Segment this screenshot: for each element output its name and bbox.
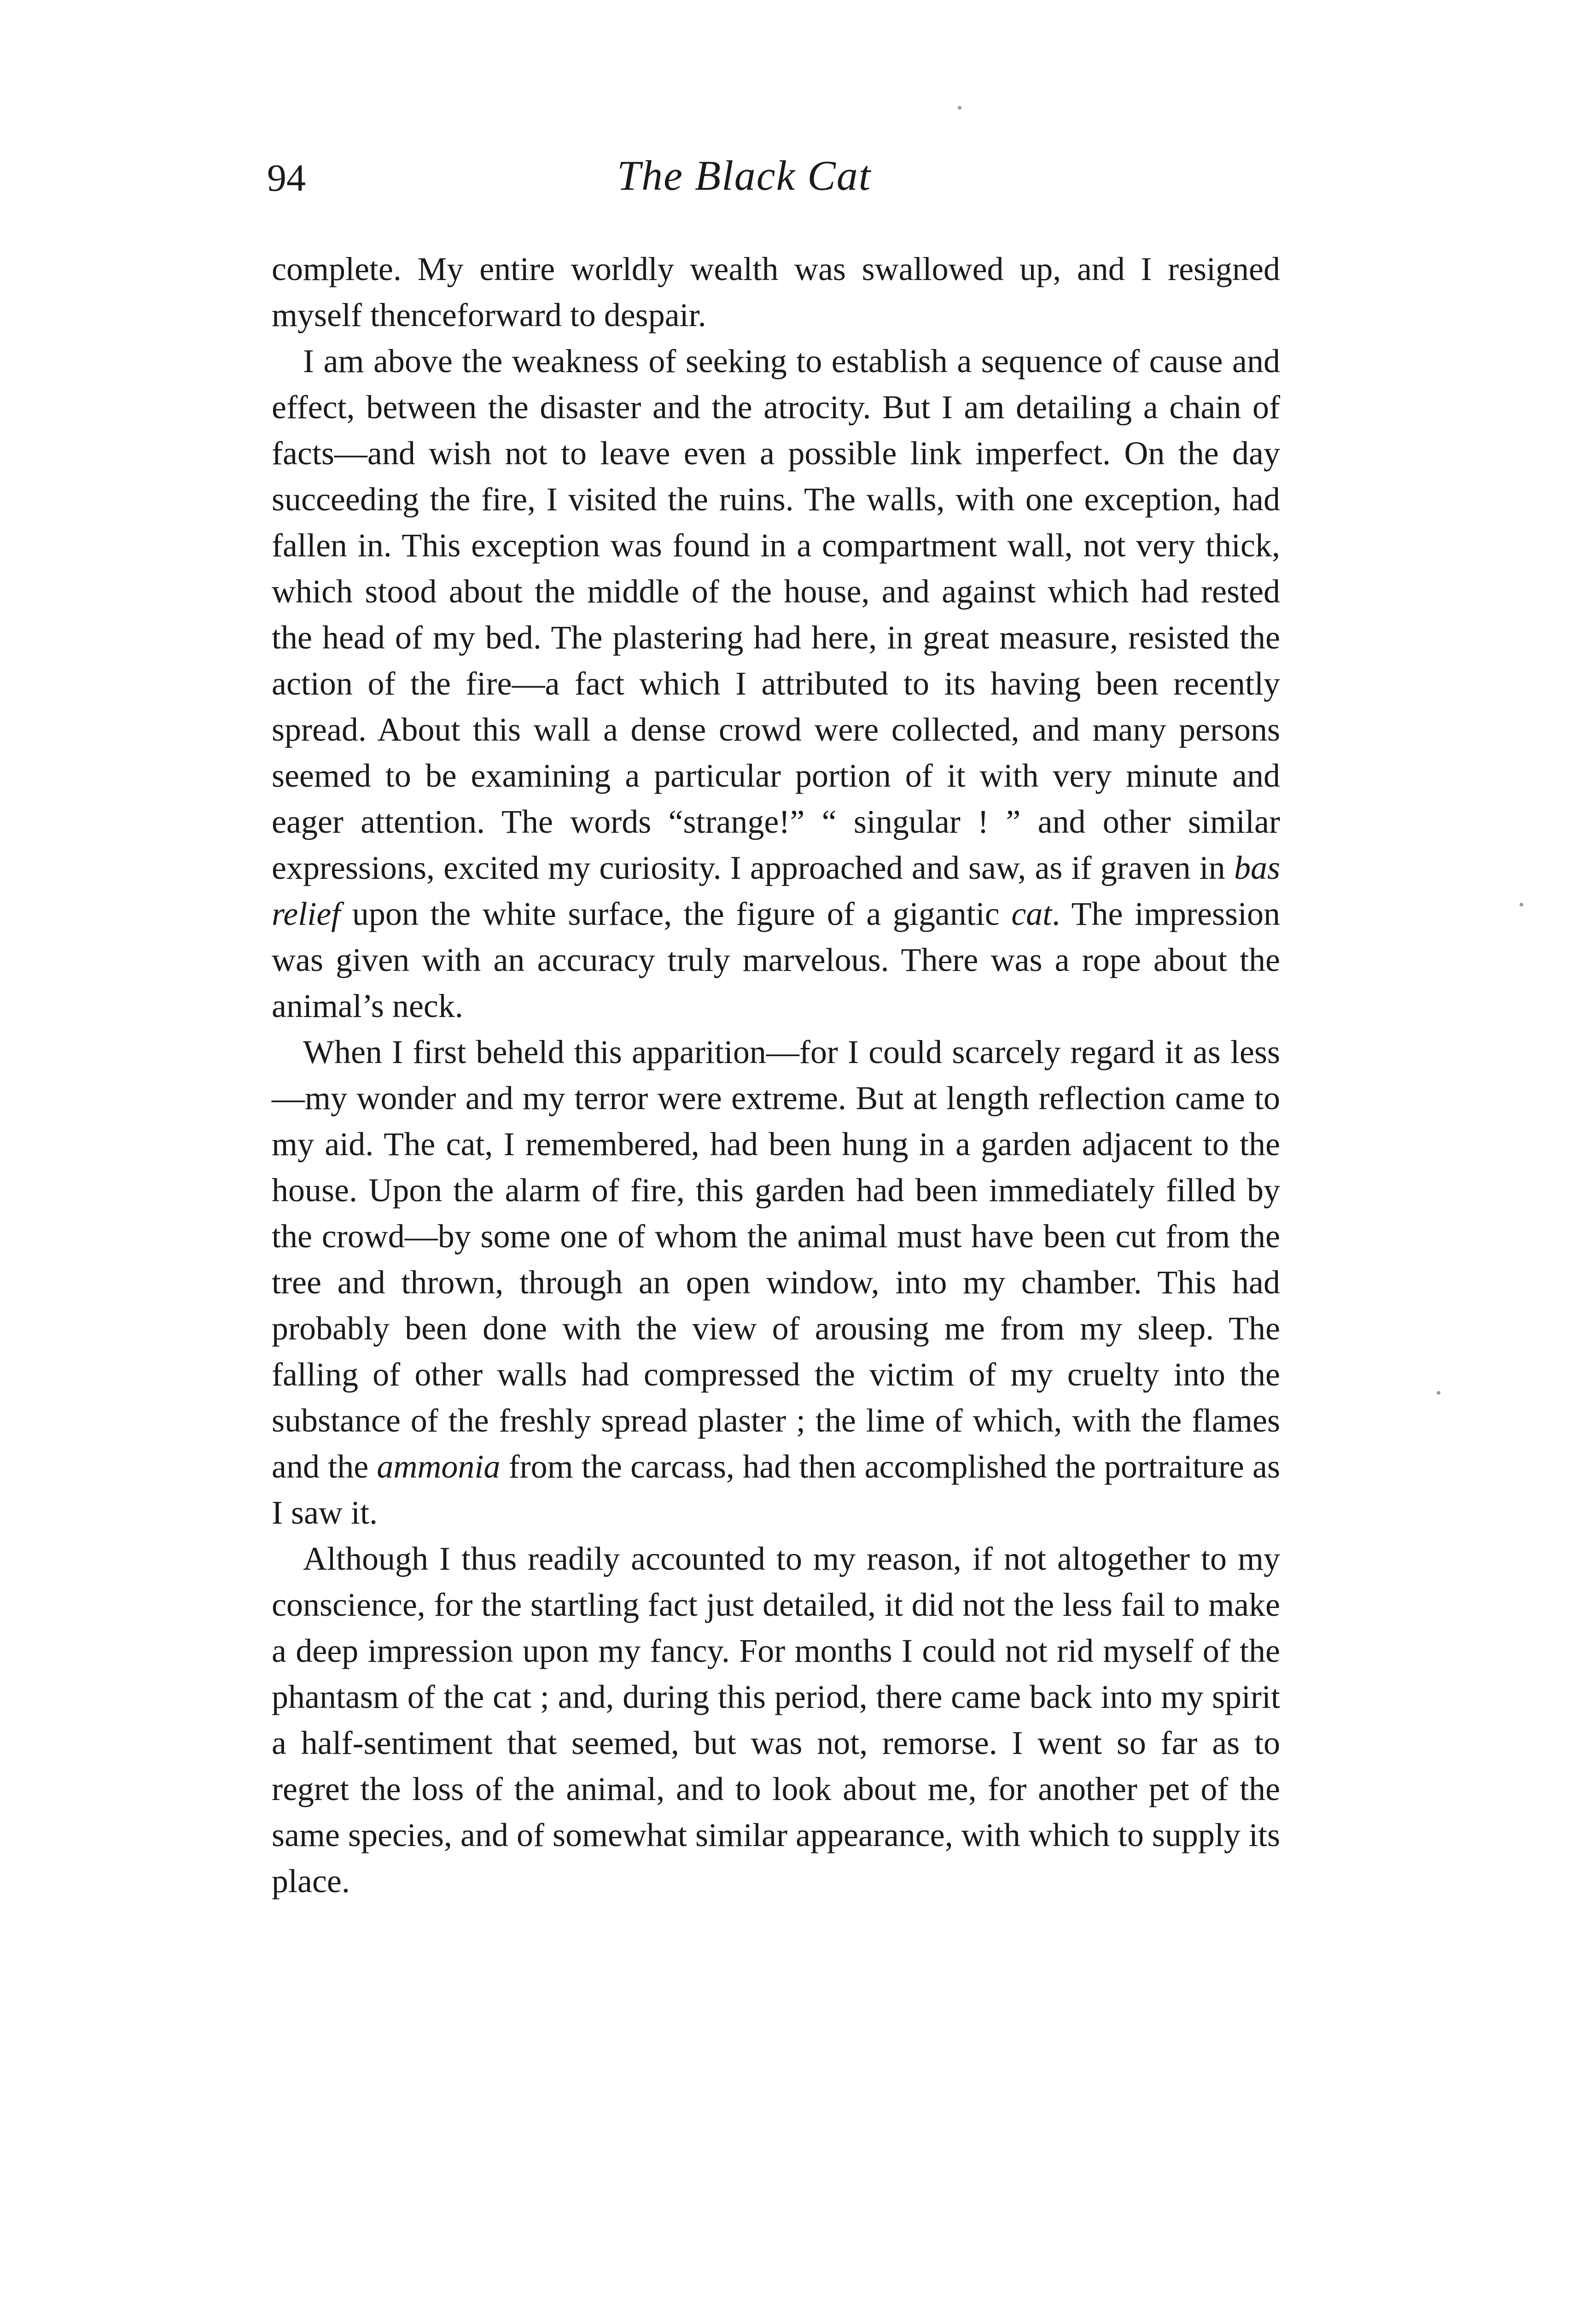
text-run: complete. My entire worldly wealth was swallowed up, and I resigned myself thenceforward to despair.	[272, 251, 1280, 333]
italic-run: cat	[1011, 895, 1052, 932]
italic-run: ammonia	[377, 1448, 501, 1485]
running-title: The Black Cat	[617, 152, 872, 199]
text-run: Although I thus readily accounted to my reason, if not altogether to my conscience, for the startling fact just detailed, it did not the less fail to make a deep impression upon my fancy. For months I could not rid myself of the phantasm of the cat ; and, during this period, there came back into my spirit a half-sentiment that seemed, but was not, remorse. I went so far as to regret the loss of the animal, and to look about me, for another pet of the same species, and of somewhat similar appearance, with which to supply its place.	[272, 1540, 1280, 1900]
text-run: I am above the weakness of seeking to establish a sequence of cause and effect, between the disaster and the atrocity. But I am detailing a chain of facts—and wish not to leave even a possible link imperfect. On the day succeeding the fire, I visited the ruins. The walls, with one exception, had fallen in. This exception was found in a compartment wall, not very thick, which stood about the middle of the house, and against which had rested the head of my bed. The plastering had here, in great measure, resisted the action of the fire—a fact which I attributed to its having been recently spread. About this wall a dense crowd were collected, and many persons seemed to be examining a particular portion of it with very minute and eager attention. The words “strange!” “ singular ! ” and other similar expressions, excited my curiosity. I approached and saw, as if graven in	[272, 343, 1280, 886]
text-run: . The impression was given with an accuracy truly marvelous. There was a rope about the animal’s neck.	[272, 895, 1281, 1024]
paper-speck	[1437, 1391, 1440, 1395]
paragraph	[272, 338, 1280, 1029]
italic-run: bas relief	[272, 849, 1280, 932]
paper-speck	[958, 106, 961, 110]
text-run: When I first beheld this apparition—for I could scarcely regard it as less—my wonder and my terror were extreme. But at length reflection came to my aid. The cat, I remembered, had been hung in a garden adjacent to the house. Upon the alarm of fire, this garden had been immediately filled by the crowd—by some one of whom the animal must have been cut from the tree and thrown, through an open window, into my chamber. This had probably been done with the view of arousing me from my sleep. The falling of other walls had compressed the victim of my cruelty into the substance of the freshly spread plaster ; the lime of which, with the flames and the	[272, 1034, 1280, 1485]
paper-speck	[1520, 903, 1523, 906]
page-number: 94	[267, 157, 306, 199]
body-text	[272, 246, 1280, 1904]
paragraph	[272, 246, 1280, 338]
paragraph	[272, 1536, 1280, 1904]
text-run: from the carcass, had then accomplished the portraiture as I saw it.	[272, 1448, 1280, 1531]
paragraph	[272, 1029, 1280, 1536]
text-run: upon the white surface, the figure of a gigantic	[340, 895, 1012, 932]
